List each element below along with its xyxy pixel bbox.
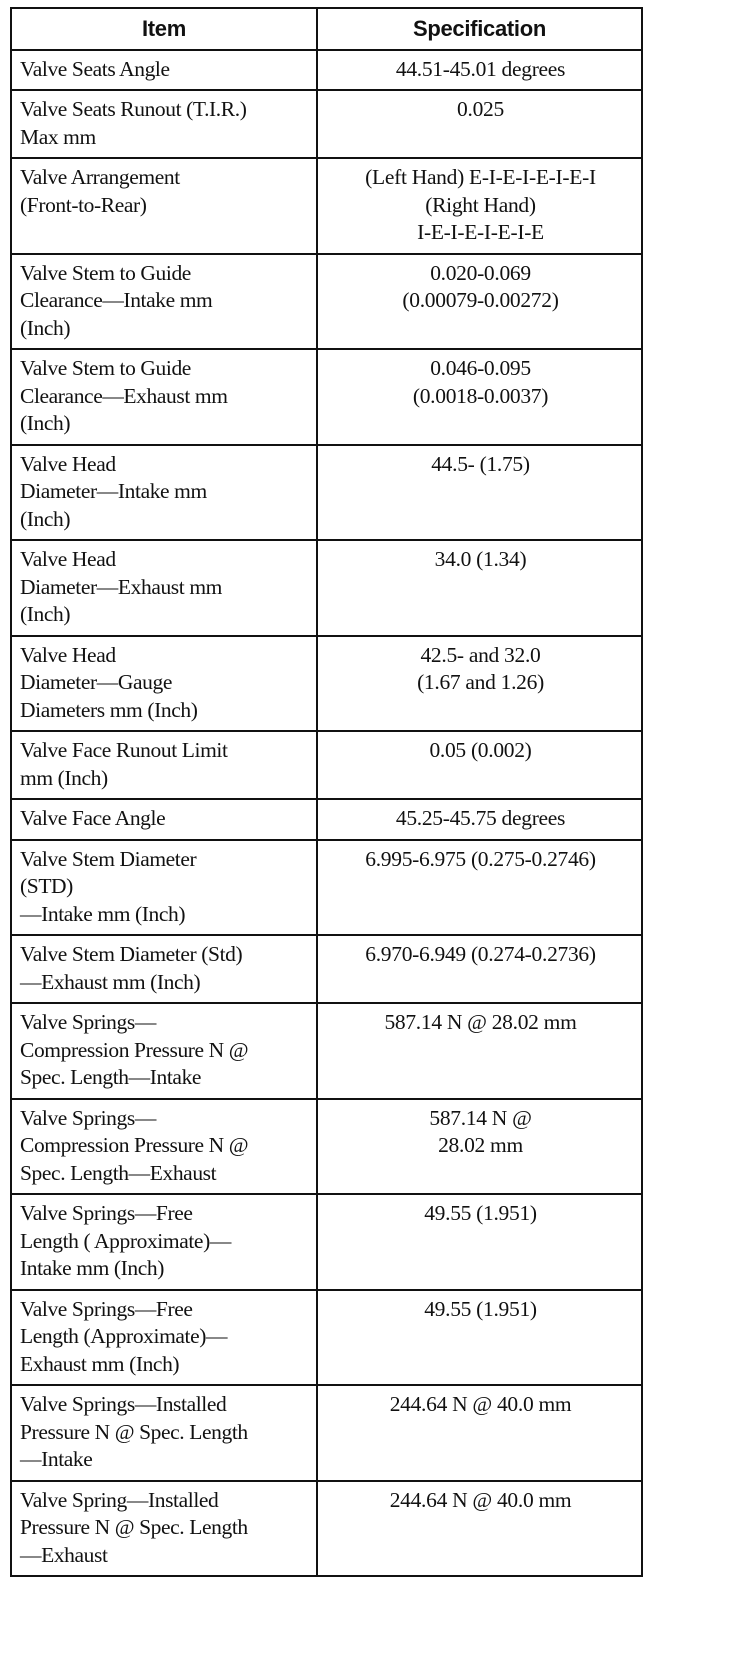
table-row [11, 1099, 642, 1195]
specification-text-line: 244.64 N @ 40.0 mm [389, 1392, 572, 1416]
table-row [11, 799, 642, 840]
item-text-line: Valve Springs—Installed [20, 1392, 227, 1416]
item-cell [11, 1385, 317, 1481]
specification-text-line: 6.970-6.949 (0.274-0.2736) [365, 942, 596, 966]
item-text-line: (Inch) [20, 602, 71, 626]
item-text-line: Valve Head [20, 451, 116, 476]
table-row [11, 445, 642, 541]
item-text-line: Max mm [20, 124, 96, 149]
table-row [11, 90, 642, 158]
table-row [11, 349, 642, 445]
item-text-line: Valve Face Angle [20, 806, 166, 830]
item-cell [11, 90, 317, 158]
table-row [11, 1481, 642, 1577]
item-cell [11, 1481, 317, 1577]
item-text-line: Valve Arrangement [20, 165, 180, 189]
specification-cell [317, 349, 642, 445]
item-text-line: Valve Stem Diameter [20, 846, 197, 871]
item-text-line: Diameter—Intake mm [20, 479, 207, 503]
table-row [11, 636, 642, 732]
table-row [11, 1194, 642, 1290]
table-body [11, 50, 642, 1577]
item-text-line: (Front-to-Rear) [20, 192, 147, 217]
specification-cell [317, 1481, 642, 1577]
item-cell [11, 636, 317, 732]
header-row [11, 8, 642, 50]
item-text-line: Diameter—Exhaust mm [20, 574, 222, 599]
item-text-line: Spec. Length—Intake [20, 1065, 202, 1089]
item-cell [11, 1099, 317, 1195]
specification-text-line: 28.02 mm [438, 1133, 523, 1157]
item-text-line: Exhaust mm (Inch) [20, 1351, 180, 1376]
item-text-line: Valve Stem to Guide [20, 356, 191, 380]
specification-text-line: 0.020-0.069 [430, 260, 531, 285]
specification-text-line: 42.5- and 32.0 [420, 642, 541, 667]
specification-text-line: 0.025 [457, 97, 504, 121]
item-text-line: Spec. Length—Exhaust [20, 1160, 217, 1185]
specification-text-line: 44.51-45.01 degrees [395, 56, 566, 81]
specification-cell [317, 1290, 642, 1386]
specification-text-line: 587.14 N @ [429, 1105, 532, 1130]
header-item: Item [11, 8, 317, 50]
specification-text-line: 49.55 (1.951) [424, 1296, 537, 1321]
table-row [11, 1385, 642, 1481]
header-specification: Specification [317, 8, 642, 50]
specification-cell [317, 50, 642, 91]
specification-cell [317, 1194, 642, 1290]
specification-cell [317, 445, 642, 541]
item-text-line: Valve Springs— [20, 1010, 156, 1034]
specification-text-line: (0.0018-0.0037) [412, 383, 549, 408]
item-text-line: Valve Head [20, 547, 116, 571]
item-cell [11, 840, 317, 936]
item-text-line: Valve Springs—Free [20, 1296, 193, 1321]
specification-text-line: 0.046-0.095 [430, 356, 531, 380]
item-text-line: Valve Stem to Guide [20, 260, 191, 285]
specification-text-line: 44.5- (1.75) [431, 451, 530, 476]
item-text-line: Valve Springs— [20, 1105, 156, 1130]
specification-text-line: (0.00079-0.00272) [402, 288, 559, 312]
item-text-line: (Inch) [20, 315, 71, 340]
item-text-line: Pressure N @ Spec. Length [20, 1515, 248, 1539]
item-text-line: —Intake [20, 1447, 93, 1471]
table-row [11, 840, 642, 936]
item-cell [11, 731, 317, 799]
table-row [11, 1003, 642, 1099]
specification-cell [317, 731, 642, 799]
specification-cell [317, 90, 642, 158]
item-text-line: (Inch) [20, 506, 71, 531]
item-text-line: Valve Seats Runout (T.I.R.) [20, 97, 247, 121]
item-cell [11, 349, 317, 445]
item-text-line: mm (Inch) [20, 765, 108, 790]
item-text-line: (STD) [20, 874, 73, 898]
specification-text-line: 244.64 N @ 40.0 mm [389, 1487, 572, 1512]
item-cell [11, 1290, 317, 1386]
item-cell [11, 540, 317, 636]
specification-text-line: 49.55 (1.951) [424, 1201, 537, 1225]
table-row [11, 158, 642, 254]
specification-cell [317, 1385, 642, 1481]
specification-cell [317, 840, 642, 936]
item-text-line: Compression Pressure N @ [20, 1037, 249, 1062]
specification-text-line: 34.0 (1.34) [434, 547, 527, 571]
item-text-line: Diameters mm (Inch) [20, 697, 198, 722]
item-text-line: Diameter—Gauge [20, 670, 172, 694]
table-row [11, 1290, 642, 1386]
item-cell [11, 1194, 317, 1290]
item-text-line: Clearance—Intake mm [20, 288, 213, 312]
item-text-line: (Inch) [20, 411, 71, 435]
specification-cell [317, 254, 642, 350]
item-text-line: Pressure N @ Spec. Length [20, 1419, 248, 1444]
specification-text-line: 587.14 N @ 28.02 mm [384, 1010, 577, 1034]
item-text-line: Length (Approximate)— [20, 1324, 228, 1348]
item-text-line: Valve Head [20, 642, 116, 667]
specification-cell [317, 540, 642, 636]
table-row [11, 254, 642, 350]
specification-text-line: (Right Hand) [425, 192, 536, 217]
specification-text-line: 0.05 (0.002) [429, 738, 532, 762]
item-text-line: Compression Pressure N @ [20, 1133, 249, 1157]
specification-cell [317, 935, 642, 1003]
item-text-line: —Intake mm (Inch) [20, 901, 186, 926]
item-text-line: Valve Spring—Installed [20, 1487, 219, 1512]
table-row [11, 935, 642, 1003]
specification-text-line: I-E-I-E-I-E-I-E [417, 220, 544, 244]
item-text-line: —Exhaust [20, 1542, 108, 1567]
specification-cell [317, 799, 642, 840]
item-text-line: Clearance—Exhaust mm [20, 383, 228, 408]
item-cell [11, 50, 317, 91]
specification-text-line: (1.67 and 1.26) [417, 670, 544, 694]
item-text-line: Valve Face Runout Limit [20, 738, 228, 762]
item-text-line: Intake mm (Inch) [20, 1256, 165, 1280]
spec-table [10, 7, 643, 1577]
specification-cell [317, 158, 642, 254]
specification-cell [317, 1003, 642, 1099]
item-text-line: Valve Springs—Free [20, 1201, 193, 1225]
table-row [11, 540, 642, 636]
item-text-line: —Exhaust mm (Inch) [20, 969, 201, 994]
item-cell [11, 254, 317, 350]
item-cell [11, 935, 317, 1003]
item-text-line: Valve Stem Diameter (Std) [20, 942, 243, 966]
item-cell [11, 158, 317, 254]
item-text-line: Length ( Approximate)— [20, 1228, 231, 1253]
specification-text-line: 6.995-6.975 (0.275-0.2746) [365, 846, 596, 871]
specification-text-line: (Left Hand) E-I-E-I-E-I-E-I [365, 165, 596, 189]
table-row [11, 731, 642, 799]
item-cell [11, 799, 317, 840]
specification-text-line: 45.25-45.75 degrees [395, 806, 566, 830]
table-row [11, 50, 642, 91]
item-text-line: Valve Seats Angle [20, 56, 170, 81]
item-cell [11, 445, 317, 541]
specification-cell [317, 636, 642, 732]
specification-cell [317, 1099, 642, 1195]
item-cell [11, 1003, 317, 1099]
